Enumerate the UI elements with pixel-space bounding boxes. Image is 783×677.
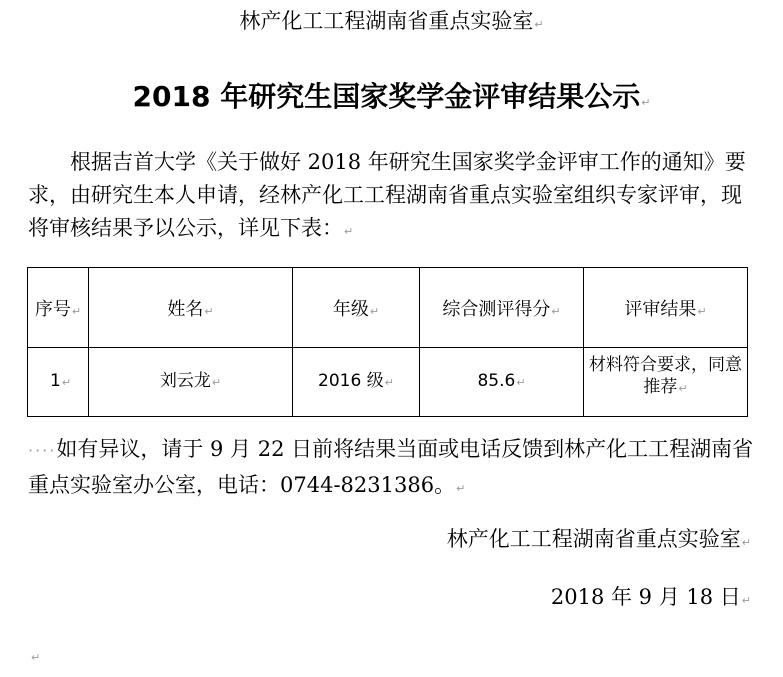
paragraph-mark-icon: ↵ [741, 594, 751, 607]
notice-text: 如有异议，请于 9 月 22 日前将结果当面或电话反馈到林产化工工程湖南省重点实验室办公室，电话：0744-8231386。 [28, 437, 754, 497]
signature-date: 2018 年 9 月 18 日↵ [550, 585, 751, 609]
notice-paragraph [28, 432, 756, 506]
cell-grade: 2016 级↵ [293, 348, 420, 417]
cell-result: 材料符合要求，同意推荐↵ [584, 348, 748, 417]
column-header-name: 姓名↵ [89, 268, 293, 348]
signature-org: 林产化工工程湖南省重点实验室↵ [446, 527, 751, 551]
paragraph-mark-icon: ↵ [31, 651, 41, 664]
intro-text: 根据吉首大学《关于做好 2018 年研究生国家奖学金评审工作的通知》要求，由研究生本人申请，经林产化工工程湖南省重点实验室组织专家评审，现将审核结果予以公示，详见下表： [28, 150, 746, 240]
leader-dots: ···· [28, 441, 57, 460]
lab-name: 林产化工工程湖南省重点实验室 [239, 9, 534, 33]
column-header-no: 序号↵ [28, 268, 89, 348]
intro-paragraph [28, 146, 756, 248]
paragraph-mark-icon: ↵ [71, 304, 82, 318]
paragraph-mark-icon: ↵ [697, 304, 707, 318]
paragraph-mark-icon: ↵ [204, 304, 214, 318]
cell-score: 85.6↵ [420, 348, 584, 417]
paragraph-mark-icon: ↵ [551, 304, 561, 318]
paragraph-mark-icon: ↵ [641, 96, 651, 109]
paragraph-mark-icon: ↵ [456, 482, 466, 495]
results-table [27, 267, 748, 417]
paragraph-mark-icon: ↵ [344, 225, 354, 238]
end-paragraph [30, 646, 40, 665]
column-header-result: 评审结果↵ [584, 268, 748, 348]
lab-header [0, 6, 783, 40]
paragraph-mark-icon: ↵ [384, 376, 394, 389]
document-title-text: 2018 年研究生国家奖学金评审结果公示 [132, 80, 641, 113]
paragraph-mark-icon: ↵ [61, 376, 72, 389]
paragraph-mark-icon: ↵ [741, 536, 751, 549]
paragraph-mark-icon: ↵ [369, 304, 380, 318]
column-header-score: 综合测评得分↵ [420, 268, 584, 348]
table-row [28, 348, 748, 417]
paragraph-mark-icon: ↵ [516, 376, 526, 389]
paragraph-mark-icon: ↵ [211, 376, 222, 389]
table-header-row [28, 268, 748, 348]
paragraph-mark-icon: ↵ [534, 18, 544, 31]
column-header-grade: 年级↵ [293, 268, 420, 348]
cell-no: 1↵ [28, 348, 89, 417]
paragraph-mark-icon: ↵ [678, 382, 688, 395]
cell-name: 刘云龙↵ [89, 348, 293, 417]
document-title [0, 78, 783, 122]
